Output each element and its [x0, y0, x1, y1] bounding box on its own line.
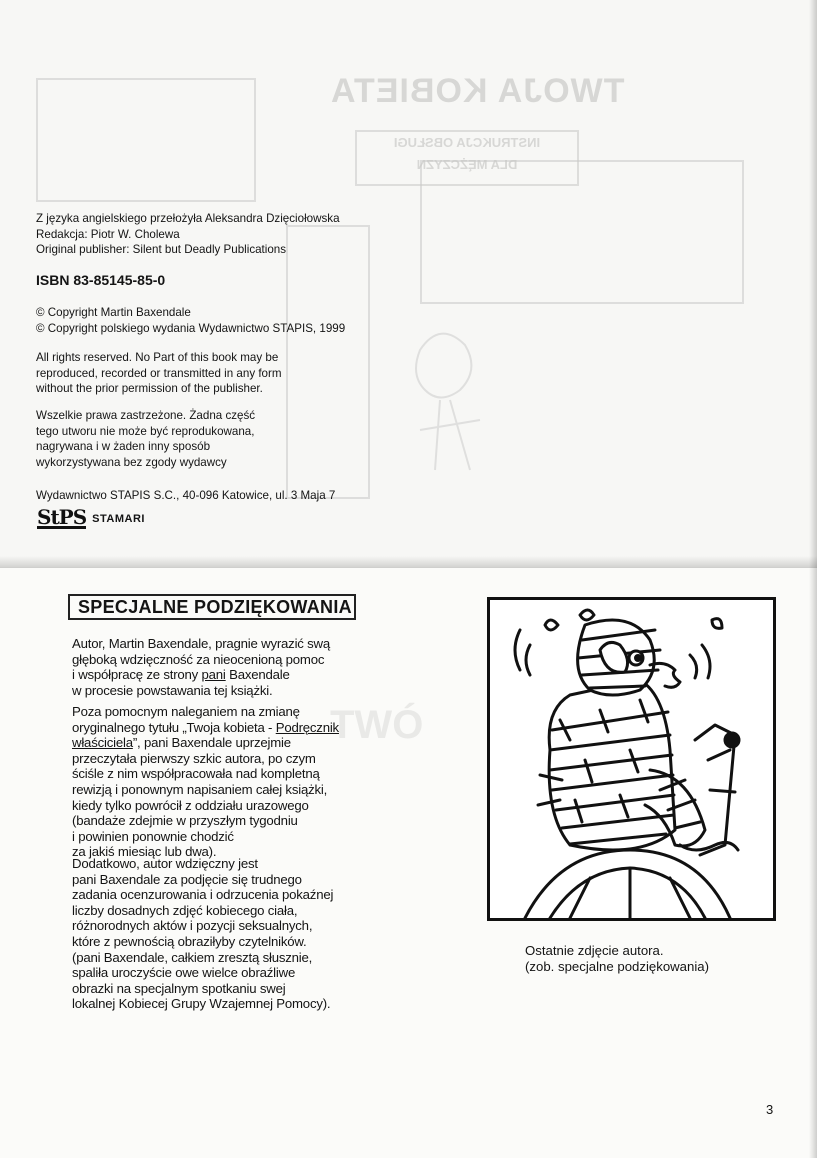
stapis-logo-mark: StPS	[37, 505, 87, 529]
text-line: w procesie powstawania tej książki.	[72, 682, 273, 698]
rights-pl-line: Wszelkie prawa zastrzeżone. Żadna część	[36, 409, 256, 422]
caption-line: (zob. specjalne podziękowania)	[525, 958, 710, 974]
underlined-word: Podręcznik	[275, 719, 339, 735]
bleed-through-frame	[420, 160, 744, 304]
bleed-through-figure	[380, 320, 510, 510]
text-line	[72, 667, 330, 683]
text-line: Dodatkowo, autor wdzięczny jest	[72, 856, 258, 871]
bleed-through-frame	[286, 225, 370, 499]
copyright-polish-edition: © Copyright polskiego wydania Wydawnictwo STAPIS, 1999	[36, 321, 346, 335]
text-line: obrazki na specjalnym spotkaniu swej	[72, 980, 286, 996]
translator-credit: Z języka angielskiego przełożyła Aleksandra Dzięciołowska	[36, 212, 340, 225]
isbn: ISBN 83-85145-85-0	[36, 272, 166, 288]
text-line	[72, 720, 339, 736]
copyright-author: © Copyright Martin Baxendale	[36, 306, 191, 319]
rights-en-line: All rights reserved. No Part of this book may be	[36, 351, 279, 364]
cartoon-caption	[525, 943, 709, 974]
stamari-logo-text: STAMARI	[92, 512, 145, 525]
author-cartoon	[487, 597, 776, 921]
text-line: zadania ocenzurowania i odrzucenia pokaźnej	[72, 887, 334, 903]
text-line: spaliła uroczyście owe wielce obraźliwe	[72, 965, 296, 981]
caption-line: Ostatnie zdjęcie autora.	[525, 943, 664, 958]
underlined-word: właściciela	[72, 735, 133, 751]
text-line: rewizją i ponownym napisaniem całej książki,	[72, 781, 328, 797]
copyright-block	[36, 305, 345, 336]
bleed-through-frame	[36, 78, 256, 202]
original-publisher: Original publisher: Silent but Deadly Publications	[36, 243, 287, 256]
acknowledgements-paragraph-1	[72, 636, 330, 698]
text-line: pani Baxendale za podjęcie się trudnego	[72, 871, 302, 887]
text-fragment: ”, pani Baxendale uprzejmie	[132, 735, 291, 751]
rights-pl-line: nagrywana i w żaden inny sposób	[36, 440, 211, 453]
text-fragment: oryginalnego tytułu „Twoja kobieta -	[72, 719, 276, 735]
publisher-address: Wydawnictwo STAPIS S.C., 40-096 Katowice, ul. 3 Maja 7	[36, 489, 336, 502]
rights-en-line: reproduced, recorded or transmitted in any form	[36, 366, 282, 380]
text-line: Autor, Martin Baxendale, pragnie wyrazić swą	[72, 636, 331, 651]
text-line: różnorodnych aktów i pozycji seksualnych,	[72, 918, 313, 934]
editor-credit: Redakcja: Piotr W. Cholewa	[36, 227, 180, 241]
rights-en-line: without the prior permission of the publisher.	[36, 382, 263, 395]
acknowledgements-heading: SPECJALNE PODZIĘKOWANIA	[68, 594, 356, 620]
text-line: głęboką wdzięczność za nieocenioną pomoc	[72, 651, 325, 667]
acknowledgements-paragraph-2	[72, 704, 339, 860]
rights-pl-line: tego utworu nie może być reprodukowana,	[36, 424, 255, 438]
bleed-through-box-line1: INSTRUKCJA OBSŁUGI	[393, 135, 541, 150]
rights-polish	[36, 408, 255, 470]
text-line: które z pewnością obraziłyby czytelników.	[72, 933, 307, 949]
text-line: (pani Baxendale, całkiem zresztą słusznie,	[72, 949, 313, 965]
page-number: 3	[766, 1102, 774, 1117]
page-edge-shadow	[809, 0, 817, 1158]
rights-pl-line: wykorzystywana bez zgody wydawcy	[36, 455, 227, 469]
acknowledgements-paragraph-3	[72, 856, 333, 1012]
text-line: lokalnej Kobiecej Grupy Wzajemnej Pomocy).	[72, 996, 331, 1012]
text-line: kiedy tylko powrócił z oddziału urazowego	[72, 797, 309, 813]
imprint-page	[0, 0, 817, 568]
text-fragment: i współpracę ze strony	[72, 667, 202, 683]
svg-text:TWÓ: TWÓ	[330, 703, 424, 747]
text-fragment: Baxendale	[225, 667, 290, 683]
bleed-through-figure	[330, 698, 430, 818]
underlined-word: pani	[201, 667, 226, 683]
text-line: Poza pomocnym naleganiem na zmianę	[72, 704, 300, 719]
bleed-through-box-line2: DLA MĘŻCZYZN	[416, 157, 518, 172]
text-line: i powinien ponownie chodzić	[72, 828, 234, 844]
text-line: za jakiś miesiąc lub dwa).	[72, 844, 217, 860]
publisher-logo	[37, 505, 145, 529]
text-line: (bandaże zdejmie w przyszłym tygodniu	[72, 813, 298, 829]
text-line: przeczytała pierwszy szkic autora, po czym	[72, 750, 316, 766]
text-line: liczby dosadnych zdjęć kobiecego ciała,	[72, 902, 298, 918]
text-line: ściśle z nim współpracowała nad kompletną	[72, 766, 320, 782]
imprint-credits	[36, 211, 340, 258]
rights-english	[36, 350, 282, 397]
text-line	[72, 735, 339, 751]
bandaged-author-illustration	[490, 600, 773, 918]
bleed-through-title: TWOJA KOBIETA	[330, 72, 625, 110]
